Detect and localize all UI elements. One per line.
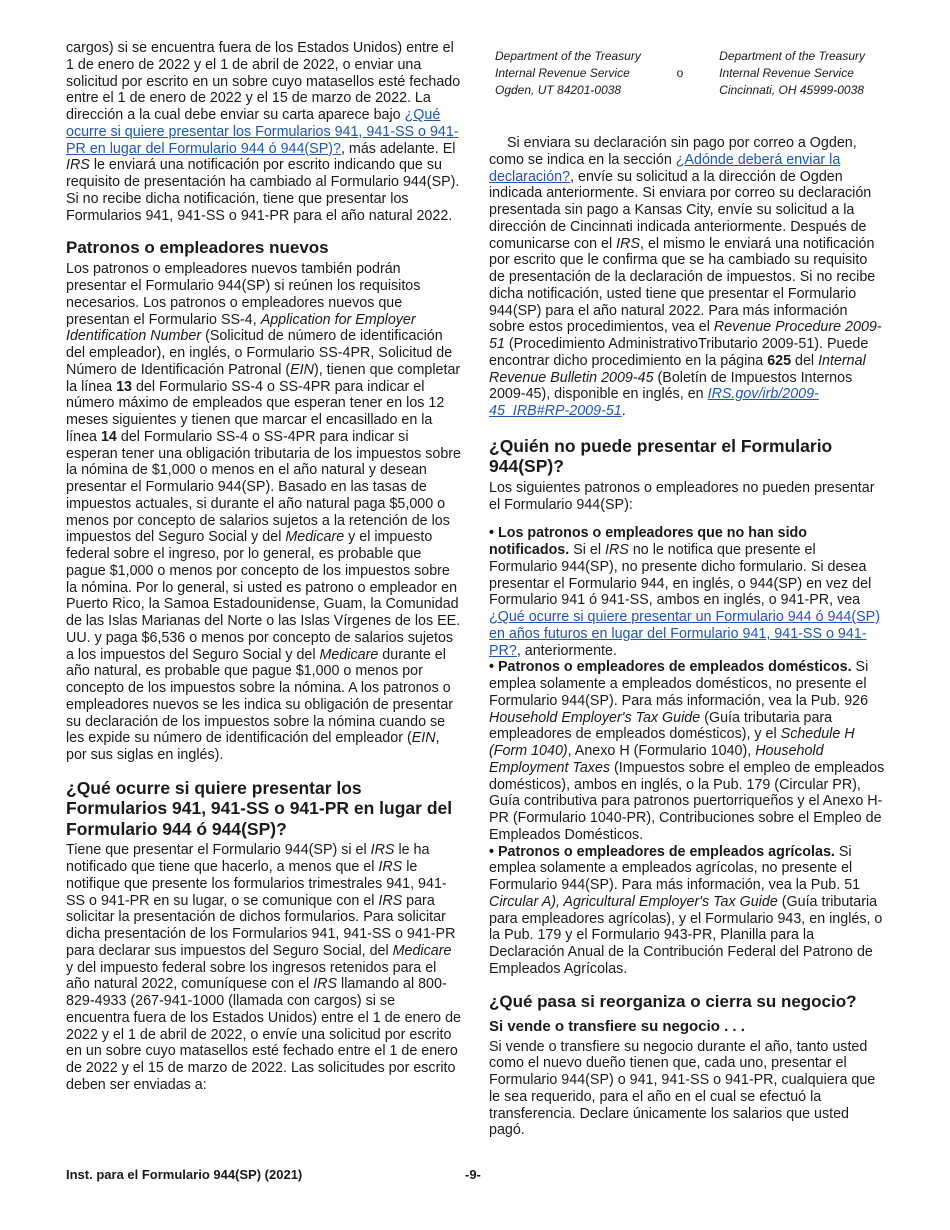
link-where-to-send[interactable]: ¿Adónde deberá enviar la declaración?: [489, 151, 841, 185]
heading-who-cannot-file: ¿Quién no puede presentar el Formulario 944(SP)?: [489, 435, 833, 477]
paragraph-what-if-941: Tiene que presentar el Formulario 944(SP) si el IRS le ha notificado que tiene que hacerlo, a menos que el IRS le notifique que presente los formularios trimestrales 941, 941-SS o 941-PR en su lugar, o se comunique con el IRS para solicitar la presentación de dichos formularios. Para solicitar dicha presentación de los Formularios 941, 941-SS o 941-PR para declarar sus impuestos del Seguro Social, del Medicare y del impuesto federal sobre los ingresos retenidos para el año natural 2022, comuníquese con el IRS llamando al 800-829-4933 (267-941-1000 (llamada con cargos) si se encuentra fuera de los Estados Unidos) entre el 1 de enero de 2022 y el 1 de abril de 2022, o envíe una solicitud por escrito en un sobre cuyo matasellos esté fechado entre el 1 de enero de 2022 y el 15 de marzo de 2022. Las solicitudes por escrito deben ser enviadas a:: [66, 842, 462, 1093]
bullet-household-employers: • Patronos o empleadores de empleados domésticos. Si emplea solamente a empleados domésticos, no presente el Formulario 944(SP). Para más información, vea la Pub. 926 Household Employer's Tax Guide (Guía tributaria para empleadores de empleados domésticos), y el Schedule H (Form 1040), Anexo H (Formulario 1040), Household Employment Taxes (Impuestos sobre el empleo de empleados domésticos), ambos en inglés, o la Pub. 179 (Circular PR), Guía contributiva para patronos puertorriqueños y el Anexo H-PR (Formulario 1040-PR), Contribuciones sobre el Empleo de Empleados Domésticos.: [489, 659, 885, 843]
address-ogden: Department of the Treasury Internal Revenue Service Ogden, UT 84201-0038: [495, 49, 641, 97]
heading-reorganize-or-close: ¿Qué pasa si reorganiza o cierra su negocio?: [489, 991, 857, 1011]
heading-what-if-941: ¿Qué ocurre si quiere presentar los Formularios 941, 941-SS o 941-PR en lugar del Formulario 944 ó 944(SP)?: [66, 777, 453, 839]
footer-form-title: Inst. para el Formulario 944(SP) (2021): [66, 1167, 303, 1182]
link-irs-irb[interactable]: IRS.gov/irb/2009-45_IRB#RP-2009-51: [489, 386, 819, 419]
link-what-if-941[interactable]: ¿Qué ocurre si quiere presentar los Formularios 941, 941-SS o 941-PR en lugar del Formulario 944 ó 944(SP)?: [66, 107, 459, 157]
address-or: o: [676, 66, 684, 80]
bullet-icon: •: [489, 525, 495, 542]
right-column: [489, 48, 885, 1139]
paragraph-who-cannot-file: Los siguientes patronos o empleadores no pueden presentar el Formulario 944(SP):: [489, 479, 875, 513]
link-what-if-944-future[interactable]: ¿Qué ocurre si quiere presentar un Formulario 944 ó 944(SP) en años futuros en lugar del Formulario 941, 941-SS o 941-PR?: [489, 609, 880, 659]
paragraph-new-employers: Los patronos o empleadores nuevos también podrán presentar el Formulario 944(SP) si reúnen los requisitos necesarios. Los patronos o empleadores nuevos que presentan el Formulario SS-4, Application for Employer Identification Number (Solicitud de número de identificación del empleador), en inglés, o Formulario SS-4PR, Solicitud de Número de Identificación Patronal (EIN), tienen que completar la línea 13 del Formulario SS-4 o SS-4PR para indicar el número máximo de empleados que esperan tener en los 12 meses siguientes y tienen que marcar el encasillado en la línea 14 del Formulario SS-4 o SS-4PR para indicar si esperan tener una obligación tributaria de los impuestos sobre la nómina de $1,000 o menos en el año natural y desean presentar el Formulario 944(SP). Basado en las tasas de impuestos actuales, si durante el año natural paga $5,000 o menos por concepto de salarios sujetos a la retención de los impuestos del Seguro Social y del Medicare y el impuesto federal sobre el ingreso, por lo general, es probable que pague $1,000 o menos por concepto de los impuestos sobre la nómina. Por lo general, si usted es patrono o empleador en Puerto Rico, la Samoa Estadounidense, Guam, la Comunidad de las Islas Marianas del Norte o las Islas Vírgenes de los EE. UU. y paga $6,536 o menos por concepto de salarios sujetos a los impuestos del Seguro Social y del Medicare durante el año natural, es probable que pague $1,000 o menos por concepto de los impuestos sobre la nómina. A los patronos o empleadores nuevos se les indica su obligación de presentar su declaración de los impuestos sobre la nómina cuando se les expide su número de identificación del empleador (EIN, por sus siglas en inglés).: [66, 261, 461, 763]
mailing-addresses: [495, 48, 865, 99]
heading-sell-or-transfer: Si vende o transfiere su negocio . . .: [489, 1017, 745, 1035]
paragraph-continuation: cargos) si se encuentra fuera de los Estados Unidos) entre el 1 de enero de 2022 y el 1 de abril de 2022, o enviar una solicitud por escrito en un sobre cuyo matasellos esté fechado entre el 1 de enero de 2022 y el 15 de marzo de 2022. La dirección a la cual debe enviar su carta aparece bajo ¿Qué ocurre si quiere presentar los Formularios 941, 941-SS o 941-PR en lugar del Formulario 944 ó 944(SP)?, más adelante. El IRS le enviará una notificación por escrito indicando que su requisito de presentación ha cambiado al Formulario 944(SP). Si no recibe dicha notificación, tiene que presentar los Formularios 941, 941-SS o 941-PR para el año natural 2022.: [66, 40, 461, 224]
heading-new-employers: Patronos o empleadores nuevos: [66, 238, 329, 258]
bullet-agricultural-employers: • Patronos o empleadores de empleados agrícolas. Si emplea solamente a empleados agrícolas, no presente el Formulario 944(SP). Para más información, vea la Pub. 51 Circular A), Agricultural Employer's Tax Guide (Guía tributaria para empleadores agrícolas), y el Formulario 943, en inglés, o la Pub. 179 y el Formulario 943-PR, Planilla para la Declaración Anual de la Contribución Federal del Patrono de Empleados Agrícolas.: [489, 843, 883, 977]
bullet-not-notified: • Los patronos o empleadores que no han sido notificados. Si el IRS no le notifica que presente el Formulario 944(SP), no presente dicho formulario. Si desea presentar el Formulario 944, en inglés, o 944(SP) en vez del Formulario 941 ó 941-SS, ambos en inglés, o 941-PR, vea ¿Qué ocurre si quiere presentar un Formulario 944 ó 944(SP) en años futuros en lugar del Formulario 941, 941-SS o 941-PR?, anteriormente.: [489, 525, 880, 659]
paragraph-sell-or-transfer: Si vende o transfiere su negocio durante el año, tanto usted como el nuevo dueño tienen que, cada uno, presentar el Formulario 944(SP) o 941, 941-SS o 941-PR, cualquiera que le sea requerido, para el año en el cual se efectuó la transferencia. Declare únicamente los salarios que usted pagó.: [489, 1038, 876, 1139]
footer-page-number: -9-: [465, 1167, 481, 1182]
address-cincinnati: Department of the Treasury Internal Revenue Service Cincinnati, OH 45999-0038: [719, 49, 865, 97]
paragraph-send-request: Si enviara su declaración sin pago por correo a Ogden, como se indica en la sección ¿Adónde deberá enviar la declaración?, envíe su solicitud a la dirección de Ogden indicada anteriormente. Si enviara por correo su declaración presentada sin pago a Kansas City, envíe su solicitud a la dirección de Cincinnati indicada anteriormente. Después de comunicarse con el IRS, el mismo le enviará una notificación por escrito que le confirma que se ha cambiado su requisito de presentación de la declaración de impuestos. Si no recibe dicha notificación, usted tiene que presentar el Formulario 944(SP) para el año natural 2022. Para más información sobre estos procedimientos, vea el Revenue Procedure 2009-51 (Procedimiento AdministrativoTributario 2009-51). Puede encontrar dicho procedimiento en la página 625 del Internal Revenue Bulletin 2009-45 (Boletín de Impuestos Internos 2009-45), disponible en inglés, en IRS.gov/irb/2009-45_IRB#RP-2009-51.: [489, 135, 882, 419]
bullet-icon: •: [489, 843, 495, 860]
left-column: [66, 40, 462, 1094]
bullet-icon: •: [489, 659, 495, 676]
